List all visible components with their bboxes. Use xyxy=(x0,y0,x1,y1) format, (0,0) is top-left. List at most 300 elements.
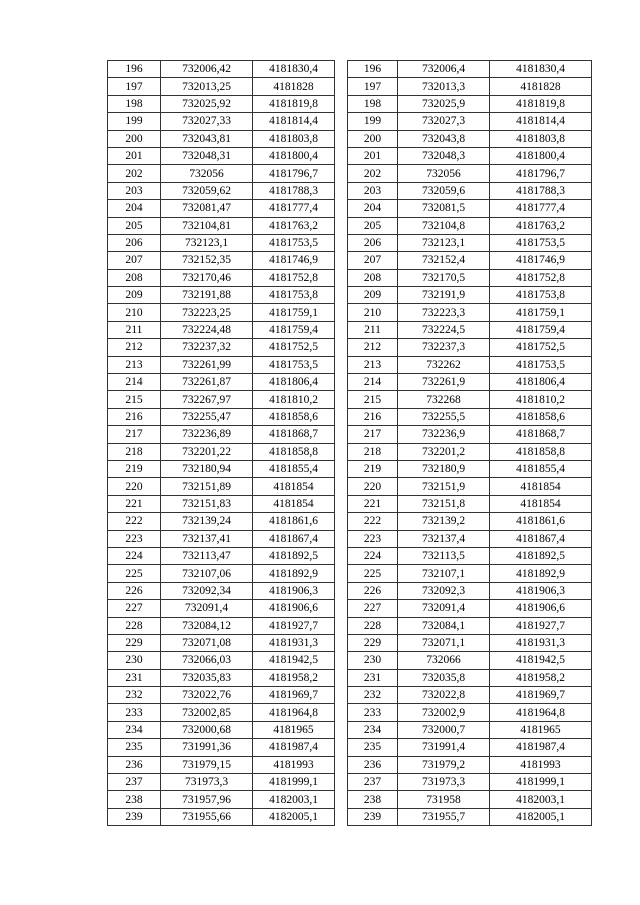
point-number-cell: 238 xyxy=(108,791,161,808)
y-coordinate-cell: 4182005,1 xyxy=(490,808,592,825)
table-row xyxy=(108,652,335,669)
x-coordinate-cell: 732071,1 xyxy=(398,634,490,651)
point-number-cell: 224 xyxy=(108,547,161,564)
table-row xyxy=(108,791,335,808)
x-coordinate-cell: 731991,4 xyxy=(398,739,490,756)
point-number-cell: 197 xyxy=(108,78,161,95)
table-row xyxy=(108,95,335,112)
table-row xyxy=(348,513,592,530)
point-number-cell: 206 xyxy=(348,234,398,251)
table-row xyxy=(108,687,335,704)
table-row xyxy=(108,356,335,373)
point-number-cell: 204 xyxy=(348,200,398,217)
table-row xyxy=(108,600,335,617)
table-row xyxy=(108,408,335,425)
point-number-cell: 203 xyxy=(348,182,398,199)
y-coordinate-cell: 4181999,1 xyxy=(490,774,592,791)
y-coordinate-cell: 4181814,4 xyxy=(253,113,335,130)
point-number-cell: 202 xyxy=(108,165,161,182)
y-coordinate-cell: 4181958,2 xyxy=(490,669,592,686)
point-number-cell: 209 xyxy=(348,287,398,304)
x-coordinate-cell: 732223,25 xyxy=(161,304,253,321)
point-number-cell: 198 xyxy=(348,95,398,112)
table-row xyxy=(108,426,335,443)
y-coordinate-cell: 4181868,7 xyxy=(253,426,335,443)
point-number-cell: 198 xyxy=(108,95,161,112)
table-row xyxy=(348,269,592,286)
y-coordinate-cell: 4181819,8 xyxy=(253,95,335,112)
table-row xyxy=(348,791,592,808)
y-coordinate-cell: 4181759,1 xyxy=(253,304,335,321)
x-coordinate-cell: 732006,4 xyxy=(398,61,490,78)
table-row xyxy=(348,217,592,234)
point-number-cell: 207 xyxy=(348,252,398,269)
x-coordinate-cell: 732152,35 xyxy=(161,252,253,269)
point-number-cell: 233 xyxy=(108,704,161,721)
x-coordinate-cell: 732056 xyxy=(161,165,253,182)
x-coordinate-cell: 731973,3 xyxy=(161,774,253,791)
table-row xyxy=(348,756,592,773)
x-coordinate-cell: 732170,46 xyxy=(161,269,253,286)
table-row xyxy=(348,182,592,199)
y-coordinate-cell: 4181999,1 xyxy=(253,774,335,791)
table-row xyxy=(108,721,335,738)
y-coordinate-cell: 4181927,7 xyxy=(490,617,592,634)
y-coordinate-cell: 4181830,4 xyxy=(253,61,335,78)
x-coordinate-cell: 731955,7 xyxy=(398,808,490,825)
y-coordinate-cell: 4181806,4 xyxy=(253,374,335,391)
table-row xyxy=(348,617,592,634)
y-coordinate-cell: 4181942,5 xyxy=(253,652,335,669)
y-coordinate-cell: 4181753,8 xyxy=(253,287,335,304)
point-number-cell: 229 xyxy=(348,634,398,651)
x-coordinate-cell: 732002,9 xyxy=(398,704,490,721)
y-coordinate-cell: 4181854 xyxy=(253,495,335,512)
table-row xyxy=(348,721,592,738)
y-coordinate-cell: 4181810,2 xyxy=(490,391,592,408)
y-coordinate-cell: 4181942,5 xyxy=(490,652,592,669)
x-coordinate-cell: 732048,3 xyxy=(398,147,490,164)
x-coordinate-cell: 732268 xyxy=(398,391,490,408)
y-coordinate-cell: 4181777,4 xyxy=(253,200,335,217)
table-row xyxy=(108,113,335,130)
y-coordinate-cell: 4181828 xyxy=(490,78,592,95)
x-coordinate-cell: 732048,31 xyxy=(161,147,253,164)
table-row xyxy=(348,739,592,756)
table-row xyxy=(108,582,335,599)
x-coordinate-cell: 732224,48 xyxy=(161,321,253,338)
table-row xyxy=(348,704,592,721)
y-coordinate-cell: 4181861,6 xyxy=(490,513,592,530)
table-row xyxy=(108,200,335,217)
table-row xyxy=(108,304,335,321)
y-coordinate-cell: 4181753,5 xyxy=(253,234,335,251)
table-row xyxy=(108,530,335,547)
point-number-cell: 216 xyxy=(108,408,161,425)
point-number-cell: 239 xyxy=(108,808,161,825)
y-coordinate-cell: 4181753,5 xyxy=(490,234,592,251)
x-coordinate-cell: 732066 xyxy=(398,652,490,669)
y-coordinate-cell: 4181931,3 xyxy=(490,634,592,651)
table-row xyxy=(108,756,335,773)
table-row xyxy=(108,374,335,391)
point-number-cell: 221 xyxy=(108,495,161,512)
table-row xyxy=(348,565,592,582)
table-row xyxy=(108,78,335,95)
y-coordinate-cell: 4181965 xyxy=(490,721,592,738)
point-number-cell: 238 xyxy=(348,791,398,808)
table-row xyxy=(108,391,335,408)
y-coordinate-cell: 4181763,2 xyxy=(253,217,335,234)
point-number-cell: 230 xyxy=(108,652,161,669)
table-row xyxy=(108,443,335,460)
y-coordinate-cell: 4181746,9 xyxy=(253,252,335,269)
table-row xyxy=(108,704,335,721)
x-coordinate-cell: 732191,88 xyxy=(161,287,253,304)
y-coordinate-cell: 4181906,6 xyxy=(253,600,335,617)
y-coordinate-cell: 4181828 xyxy=(253,78,335,95)
table-body-left xyxy=(108,61,335,826)
y-coordinate-cell: 4181858,6 xyxy=(490,408,592,425)
point-number-cell: 205 xyxy=(348,217,398,234)
y-coordinate-cell: 4181858,8 xyxy=(253,443,335,460)
y-coordinate-cell: 4181861,6 xyxy=(253,513,335,530)
table-row xyxy=(348,304,592,321)
x-coordinate-cell: 732035,8 xyxy=(398,669,490,686)
point-number-cell: 205 xyxy=(108,217,161,234)
x-coordinate-cell: 732151,83 xyxy=(161,495,253,512)
point-number-cell: 222 xyxy=(348,513,398,530)
point-number-cell: 234 xyxy=(348,721,398,738)
y-coordinate-cell: 4181892,9 xyxy=(490,565,592,582)
y-coordinate-cell: 4181819,8 xyxy=(490,95,592,112)
y-coordinate-cell: 4181752,8 xyxy=(253,269,335,286)
table-row xyxy=(348,287,592,304)
point-number-cell: 236 xyxy=(108,756,161,773)
x-coordinate-cell: 732255,5 xyxy=(398,408,490,425)
y-coordinate-cell: 4181753,8 xyxy=(490,287,592,304)
point-number-cell: 214 xyxy=(348,374,398,391)
y-coordinate-cell: 4181788,3 xyxy=(253,182,335,199)
x-coordinate-cell: 732059,62 xyxy=(161,182,253,199)
table-row xyxy=(348,530,592,547)
x-coordinate-cell: 732059,6 xyxy=(398,182,490,199)
x-coordinate-cell: 732035,83 xyxy=(161,669,253,686)
point-number-cell: 202 xyxy=(348,165,398,182)
table-row xyxy=(348,391,592,408)
x-coordinate-cell: 732000,68 xyxy=(161,721,253,738)
x-coordinate-cell: 732027,3 xyxy=(398,113,490,130)
x-coordinate-cell: 732152,4 xyxy=(398,252,490,269)
x-coordinate-cell: 732267,97 xyxy=(161,391,253,408)
x-coordinate-cell: 732261,99 xyxy=(161,356,253,373)
point-number-cell: 226 xyxy=(348,582,398,599)
point-number-cell: 237 xyxy=(108,774,161,791)
table-row xyxy=(348,356,592,373)
y-coordinate-cell: 4181993 xyxy=(490,756,592,773)
point-number-cell: 229 xyxy=(108,634,161,651)
y-coordinate-cell: 4181868,7 xyxy=(490,426,592,443)
point-number-cell: 225 xyxy=(348,565,398,582)
x-coordinate-cell: 732151,8 xyxy=(398,495,490,512)
point-number-cell: 200 xyxy=(108,130,161,147)
y-coordinate-cell: 4181892,5 xyxy=(253,547,335,564)
point-number-cell: 231 xyxy=(108,669,161,686)
y-coordinate-cell: 4181800,4 xyxy=(253,147,335,164)
point-number-cell: 222 xyxy=(108,513,161,530)
x-coordinate-cell: 732180,94 xyxy=(161,460,253,477)
point-number-cell: 206 xyxy=(108,234,161,251)
table-row xyxy=(348,200,592,217)
x-coordinate-cell: 732022,76 xyxy=(161,687,253,704)
x-coordinate-cell: 732043,81 xyxy=(161,130,253,147)
x-coordinate-cell: 732013,25 xyxy=(161,78,253,95)
point-number-cell: 214 xyxy=(108,374,161,391)
y-coordinate-cell: 4181993 xyxy=(253,756,335,773)
point-number-cell: 217 xyxy=(108,426,161,443)
y-coordinate-cell: 4181796,7 xyxy=(490,165,592,182)
y-coordinate-cell: 4181906,6 xyxy=(490,600,592,617)
table-body-right xyxy=(348,61,592,826)
table-row xyxy=(108,234,335,251)
point-number-cell: 213 xyxy=(108,356,161,373)
x-coordinate-cell: 732180,9 xyxy=(398,460,490,477)
point-number-cell: 196 xyxy=(348,61,398,78)
x-coordinate-cell: 732092,3 xyxy=(398,582,490,599)
point-number-cell: 209 xyxy=(108,287,161,304)
x-coordinate-cell: 732237,32 xyxy=(161,339,253,356)
table-row xyxy=(108,339,335,356)
point-number-cell: 220 xyxy=(348,478,398,495)
x-coordinate-cell: 732123,1 xyxy=(161,234,253,251)
table-row xyxy=(348,600,592,617)
y-coordinate-cell: 4181858,6 xyxy=(253,408,335,425)
table-row xyxy=(348,252,592,269)
point-number-cell: 228 xyxy=(348,617,398,634)
y-coordinate-cell: 4181987,4 xyxy=(253,739,335,756)
y-coordinate-cell: 4181969,7 xyxy=(253,687,335,704)
y-coordinate-cell: 4182003,1 xyxy=(253,791,335,808)
point-number-cell: 216 xyxy=(348,408,398,425)
point-number-cell: 223 xyxy=(108,530,161,547)
table-row xyxy=(348,582,592,599)
table-row xyxy=(348,460,592,477)
point-number-cell: 208 xyxy=(108,269,161,286)
point-number-cell: 196 xyxy=(108,61,161,78)
point-number-cell: 233 xyxy=(348,704,398,721)
y-coordinate-cell: 4181892,9 xyxy=(253,565,335,582)
x-coordinate-cell: 732104,81 xyxy=(161,217,253,234)
table-row xyxy=(108,165,335,182)
y-coordinate-cell: 4181752,8 xyxy=(490,269,592,286)
y-coordinate-cell: 4182005,1 xyxy=(253,808,335,825)
table-row xyxy=(108,147,335,164)
point-number-cell: 199 xyxy=(108,113,161,130)
table-row xyxy=(348,165,592,182)
y-coordinate-cell: 4181855,4 xyxy=(490,460,592,477)
table-row xyxy=(348,478,592,495)
y-coordinate-cell: 4181958,2 xyxy=(253,669,335,686)
point-number-cell: 236 xyxy=(348,756,398,773)
x-coordinate-cell: 732107,1 xyxy=(398,565,490,582)
point-number-cell: 215 xyxy=(348,391,398,408)
point-number-cell: 235 xyxy=(108,739,161,756)
point-number-cell: 213 xyxy=(348,356,398,373)
x-coordinate-cell: 732201,22 xyxy=(161,443,253,460)
x-coordinate-cell: 732091,4 xyxy=(161,600,253,617)
point-number-cell: 215 xyxy=(108,391,161,408)
x-coordinate-cell: 732025,9 xyxy=(398,95,490,112)
x-coordinate-cell: 732151,89 xyxy=(161,478,253,495)
x-coordinate-cell: 732255,47 xyxy=(161,408,253,425)
x-coordinate-cell: 732022,8 xyxy=(398,687,490,704)
x-coordinate-cell: 732025,92 xyxy=(161,95,253,112)
table-row xyxy=(348,234,592,251)
x-coordinate-cell: 732066,03 xyxy=(161,652,253,669)
y-coordinate-cell: 4181965 xyxy=(253,721,335,738)
table-row xyxy=(348,669,592,686)
x-coordinate-cell: 732091,4 xyxy=(398,600,490,617)
x-coordinate-cell: 732113,47 xyxy=(161,547,253,564)
point-number-cell: 223 xyxy=(348,530,398,547)
point-number-cell: 234 xyxy=(108,721,161,738)
point-number-cell: 220 xyxy=(108,478,161,495)
table-row xyxy=(348,147,592,164)
table-row xyxy=(348,687,592,704)
table-row xyxy=(348,495,592,512)
y-coordinate-cell: 4181814,4 xyxy=(490,113,592,130)
x-coordinate-cell: 732262 xyxy=(398,356,490,373)
y-coordinate-cell: 4181753,5 xyxy=(253,356,335,373)
table-row xyxy=(348,339,592,356)
point-number-cell: 211 xyxy=(348,321,398,338)
x-coordinate-cell: 732043,8 xyxy=(398,130,490,147)
x-coordinate-cell: 732224,5 xyxy=(398,321,490,338)
table-row xyxy=(348,61,592,78)
point-number-cell: 211 xyxy=(108,321,161,338)
x-coordinate-cell: 732113,5 xyxy=(398,547,490,564)
table-row xyxy=(348,443,592,460)
x-coordinate-cell: 731955,66 xyxy=(161,808,253,825)
table-row xyxy=(108,287,335,304)
table-row xyxy=(108,61,335,78)
y-coordinate-cell: 4181810,2 xyxy=(253,391,335,408)
table-row xyxy=(348,374,592,391)
point-number-cell: 200 xyxy=(348,130,398,147)
y-coordinate-cell: 4181763,2 xyxy=(490,217,592,234)
point-number-cell: 228 xyxy=(108,617,161,634)
x-coordinate-cell: 731973,3 xyxy=(398,774,490,791)
point-number-cell: 227 xyxy=(108,600,161,617)
y-coordinate-cell: 4181906,3 xyxy=(253,582,335,599)
x-coordinate-cell: 732081,47 xyxy=(161,200,253,217)
x-coordinate-cell: 732139,24 xyxy=(161,513,253,530)
x-coordinate-cell: 732027,33 xyxy=(161,113,253,130)
coordinates-table-left xyxy=(107,60,335,826)
x-coordinate-cell: 731991,36 xyxy=(161,739,253,756)
y-coordinate-cell: 4181854 xyxy=(490,495,592,512)
y-coordinate-cell: 4181800,4 xyxy=(490,147,592,164)
point-number-cell: 231 xyxy=(348,669,398,686)
table-row xyxy=(108,495,335,512)
table-row xyxy=(108,513,335,530)
x-coordinate-cell: 732084,1 xyxy=(398,617,490,634)
x-coordinate-cell: 731979,15 xyxy=(161,756,253,773)
point-number-cell: 212 xyxy=(108,339,161,356)
y-coordinate-cell: 4181964,8 xyxy=(490,704,592,721)
table-row xyxy=(108,321,335,338)
y-coordinate-cell: 4181931,3 xyxy=(253,634,335,651)
y-coordinate-cell: 4181752,5 xyxy=(253,339,335,356)
y-coordinate-cell: 4181753,5 xyxy=(490,356,592,373)
table-row xyxy=(348,774,592,791)
y-coordinate-cell: 4181969,7 xyxy=(490,687,592,704)
x-coordinate-cell: 732237,3 xyxy=(398,339,490,356)
table-row xyxy=(348,547,592,564)
y-coordinate-cell: 4181906,3 xyxy=(490,582,592,599)
x-coordinate-cell: 732002,85 xyxy=(161,704,253,721)
x-coordinate-cell: 732236,9 xyxy=(398,426,490,443)
table-row xyxy=(348,652,592,669)
point-number-cell: 225 xyxy=(108,565,161,582)
y-coordinate-cell: 4182003,1 xyxy=(490,791,592,808)
y-coordinate-cell: 4181892,5 xyxy=(490,547,592,564)
point-number-cell: 207 xyxy=(108,252,161,269)
point-number-cell: 239 xyxy=(348,808,398,825)
table-row xyxy=(348,408,592,425)
table-row xyxy=(108,669,335,686)
x-coordinate-cell: 732151,9 xyxy=(398,478,490,495)
x-coordinate-cell: 732013,3 xyxy=(398,78,490,95)
table-row xyxy=(108,565,335,582)
y-coordinate-cell: 4181858,8 xyxy=(490,443,592,460)
x-coordinate-cell: 732261,9 xyxy=(398,374,490,391)
x-coordinate-cell: 732107,06 xyxy=(161,565,253,582)
y-coordinate-cell: 4181803,8 xyxy=(490,130,592,147)
table-row xyxy=(108,130,335,147)
point-number-cell: 230 xyxy=(348,652,398,669)
point-number-cell: 199 xyxy=(348,113,398,130)
point-number-cell: 218 xyxy=(108,443,161,460)
x-coordinate-cell: 732006,42 xyxy=(161,61,253,78)
table-row xyxy=(348,130,592,147)
point-number-cell: 219 xyxy=(108,460,161,477)
table-row xyxy=(348,321,592,338)
table-row xyxy=(348,78,592,95)
table-row xyxy=(108,252,335,269)
table-row xyxy=(348,113,592,130)
table-row xyxy=(348,634,592,651)
point-number-cell: 217 xyxy=(348,426,398,443)
point-number-cell: 203 xyxy=(108,182,161,199)
x-coordinate-cell: 732191,9 xyxy=(398,287,490,304)
point-number-cell: 232 xyxy=(108,687,161,704)
y-coordinate-cell: 4181803,8 xyxy=(253,130,335,147)
y-coordinate-cell: 4181854 xyxy=(253,478,335,495)
x-coordinate-cell: 732137,4 xyxy=(398,530,490,547)
y-coordinate-cell: 4181777,4 xyxy=(490,200,592,217)
y-coordinate-cell: 4181854 xyxy=(490,478,592,495)
table-row xyxy=(108,774,335,791)
y-coordinate-cell: 4181867,4 xyxy=(490,530,592,547)
x-coordinate-cell: 732223,3 xyxy=(398,304,490,321)
y-coordinate-cell: 4181796,7 xyxy=(253,165,335,182)
y-coordinate-cell: 4181987,4 xyxy=(490,739,592,756)
table-row xyxy=(348,95,592,112)
x-coordinate-cell: 732137,41 xyxy=(161,530,253,547)
x-coordinate-cell: 732104,8 xyxy=(398,217,490,234)
table-row xyxy=(348,426,592,443)
